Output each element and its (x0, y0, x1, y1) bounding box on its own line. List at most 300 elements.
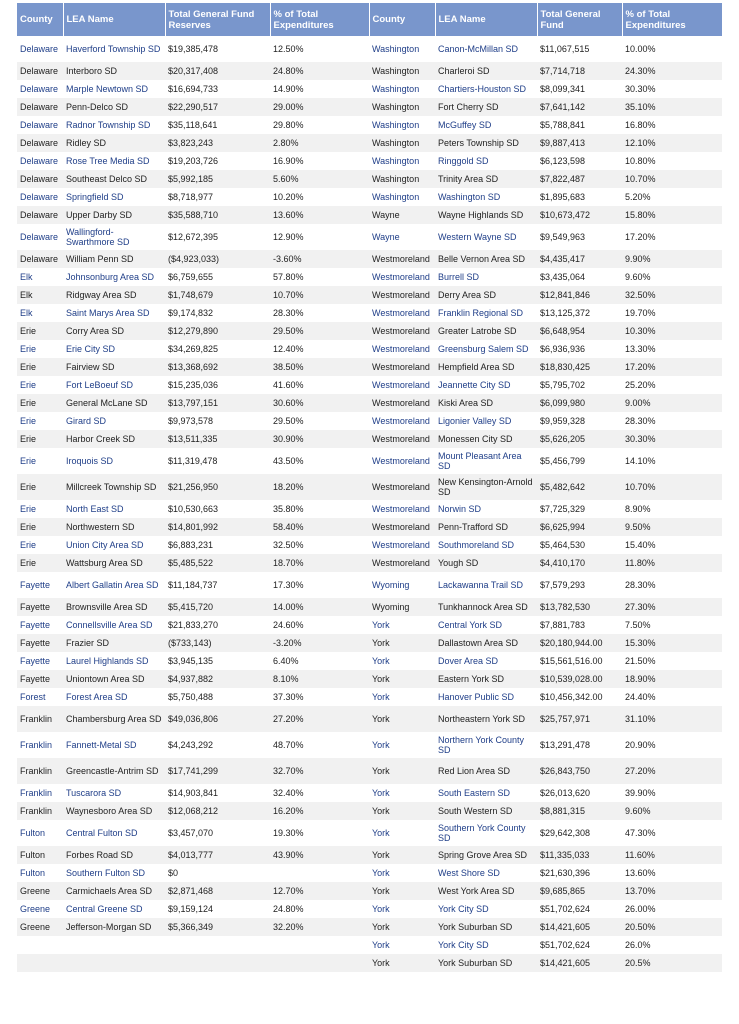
fund-cell-right: $5,456,799 (537, 448, 622, 474)
pct-cell-right: 28.30% (622, 412, 722, 430)
county-cell-left: Delaware (17, 206, 63, 224)
fund-cell-right: $3,435,064 (537, 268, 622, 286)
county-cell-left[interactable]: Franklin (17, 732, 63, 758)
lea-name-cell-left: Ridgway Area SD (63, 286, 165, 304)
lea-name-cell-left[interactable]: Albert Gallatin Area SD (63, 572, 165, 598)
fund-cell-left: $0 (165, 864, 270, 882)
fund-cell-left: $5,415,720 (165, 598, 270, 616)
fund-cell-right: $6,625,994 (537, 518, 622, 536)
lea-name-cell-left[interactable]: Forest Area SD (63, 688, 165, 706)
lea-name-cell-right[interactable]: Jeannette City SD (435, 376, 537, 394)
county-cell-right: Westmoreland (369, 554, 435, 572)
pct-cell-left: 12.70% (270, 882, 369, 900)
fund-cell-left: $13,511,335 (165, 430, 270, 448)
fund-cell-left: $20,317,408 (165, 62, 270, 80)
fund-cell-right: $13,782,530 (537, 598, 622, 616)
lea-name-cell-left[interactable]: Southern Fulton SD (63, 864, 165, 882)
pct-cell-right: 15.80% (622, 206, 722, 224)
lea-name-cell-right: Wayne Highlands SD (435, 206, 537, 224)
lea-name-cell-right: Derry Area SD (435, 286, 537, 304)
fund-cell-left: $4,243,292 (165, 732, 270, 758)
county-cell-right: Westmoreland (369, 358, 435, 376)
fund-cell-left: $5,750,488 (165, 688, 270, 706)
county-cell-left: Erie (17, 554, 63, 572)
header-pct-expenditures-left: % of Total Expenditures (270, 3, 369, 36)
lea-name-cell-left[interactable]: Radnor Township SD (63, 116, 165, 134)
lea-name-cell-right[interactable]: Dover Area SD (435, 652, 537, 670)
fund-cell-right: $13,291,478 (537, 732, 622, 758)
county-cell-right: Washington (369, 134, 435, 152)
fund-cell-right: $14,421,605 (537, 918, 622, 936)
lea-name-cell-right[interactable]: Norwin SD (435, 500, 537, 518)
table-row (17, 116, 722, 134)
county-cell-right[interactable]: Washington (369, 188, 435, 206)
pct-cell-right: 28.30% (622, 572, 722, 598)
lea-name-cell-right: Fort Cherry SD (435, 98, 537, 116)
table-row (17, 134, 722, 152)
lea-name-cell-left: William Penn SD (63, 250, 165, 268)
pct-cell-right: 19.70% (622, 304, 722, 322)
fund-cell-right: $5,626,205 (537, 430, 622, 448)
pct-cell-right: 13.60% (622, 864, 722, 882)
lea-name-cell-left[interactable]: Union City Area SD (63, 536, 165, 554)
fund-cell-left: $17,741,299 (165, 758, 270, 784)
lea-name-cell-right[interactable]: Washington SD (435, 188, 537, 206)
table-row (17, 500, 722, 518)
fund-cell-right: $20,180,944.00 (537, 634, 622, 652)
county-cell-left[interactable]: Erie (17, 500, 63, 518)
lea-name-cell-right: Trinity Area SD (435, 170, 537, 188)
county-cell-right[interactable]: Westmoreland (369, 412, 435, 430)
fund-cell-left: $2,871,468 (165, 882, 270, 900)
county-cell-right[interactable]: York (369, 936, 435, 954)
lea-name-cell-right: Monessen City SD (435, 430, 537, 448)
fund-cell-left: ($4,923,033) (165, 250, 270, 268)
table-row (17, 536, 722, 554)
pct-cell-right: 11.80% (622, 554, 722, 572)
fund-cell-right: $9,549,963 (537, 224, 622, 250)
lea-name-cell-right[interactable]: South Eastern SD (435, 784, 537, 802)
lea-name-cell-right[interactable]: Ligonier Valley SD (435, 412, 537, 430)
table-header (17, 3, 722, 36)
pct-cell-right: 21.50% (622, 652, 722, 670)
table-body (17, 36, 722, 972)
fund-cell-left: $12,672,395 (165, 224, 270, 250)
county-cell-right[interactable]: York (369, 784, 435, 802)
pct-cell-right: 27.20% (622, 758, 722, 784)
lea-name-cell-left[interactable]: Central Greene SD (63, 900, 165, 918)
county-cell-right[interactable]: York (369, 820, 435, 846)
lea-name-cell-right[interactable]: West Shore SD (435, 864, 537, 882)
county-cell-right[interactable]: Westmoreland (369, 340, 435, 358)
county-cell-left[interactable]: Delaware (17, 116, 63, 134)
lea-name-cell-right[interactable]: Franklin Regional SD (435, 304, 537, 322)
pct-cell-right: 9.60% (622, 802, 722, 820)
pct-cell-left: 30.90% (270, 430, 369, 448)
county-cell-left: Franklin (17, 706, 63, 732)
header-county-right: County (369, 3, 435, 36)
county-cell-right[interactable]: York (369, 688, 435, 706)
county-cell-left: Erie (17, 322, 63, 340)
pct-cell-left: 12.90% (270, 224, 369, 250)
fund-cell-left: $5,366,349 (165, 918, 270, 936)
fund-cell-right: $51,702,624 (537, 936, 622, 954)
fund-cell-right: $8,881,315 (537, 802, 622, 820)
table-row (17, 864, 722, 882)
fund-cell-right: $26,843,750 (537, 758, 622, 784)
county-cell-left[interactable]: Elk (17, 268, 63, 286)
county-cell-left: Elk (17, 286, 63, 304)
county-cell-left (17, 954, 63, 972)
county-cell-left[interactable]: Erie (17, 448, 63, 474)
county-cell-left[interactable]: Erie (17, 340, 63, 358)
pct-cell-left: 2.80% (270, 134, 369, 152)
table-row (17, 206, 722, 224)
pct-cell-left: 12.50% (270, 36, 369, 62)
lea-name-cell-right[interactable]: Mount Pleasant Area SD (435, 448, 537, 474)
pct-cell-left: 29.00% (270, 98, 369, 116)
pct-cell-left: 37.30% (270, 688, 369, 706)
county-cell-right: Westmoreland (369, 286, 435, 304)
fund-cell-left: $6,883,231 (165, 536, 270, 554)
county-cell-right[interactable]: Wyoming (369, 572, 435, 598)
fund-cell-right: $25,757,971 (537, 706, 622, 732)
county-cell-right[interactable]: Westmoreland (369, 448, 435, 474)
lea-name-cell-left: Jefferson-Morgan SD (63, 918, 165, 936)
table-row (17, 322, 722, 340)
fund-cell-left: $35,118,641 (165, 116, 270, 134)
pct-cell-left: 12.40% (270, 340, 369, 358)
table-row (17, 224, 722, 250)
pct-cell-right: 30.30% (622, 430, 722, 448)
lea-name-cell-right[interactable]: Hanover Public SD (435, 688, 537, 706)
fund-cell-left: $12,068,212 (165, 802, 270, 820)
lea-name-cell-left: Fairview SD (63, 358, 165, 376)
county-cell-right[interactable]: Washington (369, 116, 435, 134)
fund-cell-right: $4,410,170 (537, 554, 622, 572)
county-cell-left[interactable]: Erie (17, 376, 63, 394)
pct-cell-right: 10.70% (622, 170, 722, 188)
pct-cell-right: 7.50% (622, 616, 722, 634)
table-row (17, 936, 722, 954)
county-cell-right: Westmoreland (369, 430, 435, 448)
county-cell-right[interactable]: York (369, 652, 435, 670)
pct-cell-left: 43.50% (270, 448, 369, 474)
county-cell-right: Wayne (369, 206, 435, 224)
pct-cell-right: 30.30% (622, 80, 722, 98)
fund-cell-right: $1,895,683 (537, 188, 622, 206)
pct-cell-right: 32.50% (622, 286, 722, 304)
fund-cell-left: $14,801,992 (165, 518, 270, 536)
county-cell-right[interactable]: Washington (369, 152, 435, 170)
county-cell-left[interactable]: Delaware (17, 224, 63, 250)
county-cell-left[interactable]: Fayette (17, 572, 63, 598)
pct-cell-left: 32.50% (270, 536, 369, 554)
lea-name-cell-right[interactable]: Canon-McMillan SD (435, 36, 537, 62)
lea-name-cell-left[interactable]: Tuscarora SD (63, 784, 165, 802)
fund-cell-right: $5,464,530 (537, 536, 622, 554)
lea-name-cell-right[interactable]: McGuffey SD (435, 116, 537, 134)
county-cell-left[interactable]: Delaware (17, 36, 63, 62)
fund-cell-left: $1,748,679 (165, 286, 270, 304)
table-row (17, 900, 722, 918)
pct-cell-left: 14.00% (270, 598, 369, 616)
pct-cell-left: 13.60% (270, 206, 369, 224)
table-row (17, 250, 722, 268)
fund-cell-left (165, 954, 270, 972)
lea-name-cell-right[interactable]: Central York SD (435, 616, 537, 634)
pct-cell-right: 9.50% (622, 518, 722, 536)
lea-name-cell-left[interactable]: Springfield SD (63, 188, 165, 206)
lea-name-cell-right[interactable]: Chartiers-Houston SD (435, 80, 537, 98)
lea-name-cell-right[interactable]: York City SD (435, 900, 537, 918)
county-cell-left: Fayette (17, 598, 63, 616)
lea-name-cell-right[interactable]: Western Wayne SD (435, 224, 537, 250)
lea-name-cell-left: Interboro SD (63, 62, 165, 80)
county-cell-right: York (369, 802, 435, 820)
lea-name-cell-left: Brownsville Area SD (63, 598, 165, 616)
pct-cell-left: 48.70% (270, 732, 369, 758)
lea-name-cell-left[interactable]: Marple Newtown SD (63, 80, 165, 98)
pct-cell-right: 8.90% (622, 500, 722, 518)
county-cell-left[interactable]: Delaware (17, 188, 63, 206)
pct-cell-left: 29.50% (270, 322, 369, 340)
header-county-left: County (17, 3, 63, 36)
pct-cell-right: 10.00% (622, 36, 722, 62)
pct-cell-left: 5.60% (270, 170, 369, 188)
lea-name-cell-right[interactable]: Lackawanna Trail SD (435, 572, 537, 598)
county-cell-left: Franklin (17, 758, 63, 784)
table-row (17, 954, 722, 972)
lea-name-cell-left[interactable]: North East SD (63, 500, 165, 518)
county-cell-left: Greene (17, 882, 63, 900)
table-row (17, 758, 722, 784)
county-cell-right: York (369, 846, 435, 864)
fund-cell-left: $22,290,517 (165, 98, 270, 116)
lea-name-cell-right: Dallastown Area SD (435, 634, 537, 652)
pct-cell-left: 6.40% (270, 652, 369, 670)
lea-name-cell-right[interactable]: Ringgold SD (435, 152, 537, 170)
pct-cell-right: 9.90% (622, 250, 722, 268)
fund-cell-left: $21,833,270 (165, 616, 270, 634)
lea-name-cell-left[interactable]: Connellsville Area SD (63, 616, 165, 634)
county-cell-right[interactable]: York (369, 864, 435, 882)
county-cell-right[interactable]: York (369, 900, 435, 918)
table-row (17, 358, 722, 376)
lea-name-cell-right[interactable]: Southern York County SD (435, 820, 537, 846)
county-cell-right[interactable]: Westmoreland (369, 304, 435, 322)
county-cell-left: Franklin (17, 802, 63, 820)
lea-name-cell-left[interactable]: Iroquois SD (63, 448, 165, 474)
county-cell-left[interactable]: Fayette (17, 616, 63, 634)
table-row (17, 62, 722, 80)
pct-cell-left: 14.90% (270, 80, 369, 98)
table-row (17, 820, 722, 846)
county-cell-left[interactable]: Greene (17, 900, 63, 918)
county-cell-right[interactable]: Westmoreland (369, 376, 435, 394)
table-row (17, 918, 722, 936)
county-cell-left[interactable]: Forest (17, 688, 63, 706)
lea-name-cell-left: General McLane SD (63, 394, 165, 412)
lea-name-cell-left[interactable]: Erie City SD (63, 340, 165, 358)
lea-name-cell-right: New Kensington-Arnold SD (435, 474, 537, 500)
lea-name-cell-left[interactable]: Central Fulton SD (63, 820, 165, 846)
county-cell-right[interactable]: Westmoreland (369, 500, 435, 518)
pct-cell-left: 29.50% (270, 412, 369, 430)
county-cell-right[interactable]: Westmoreland (369, 536, 435, 554)
fund-reserves-table (17, 3, 723, 972)
lea-name-cell-left: Corry Area SD (63, 322, 165, 340)
fund-cell-right: $11,067,515 (537, 36, 622, 62)
table-row (17, 652, 722, 670)
fund-cell-right: $26,013,620 (537, 784, 622, 802)
pct-cell-left: 8.10% (270, 670, 369, 688)
county-cell-left: Erie (17, 358, 63, 376)
header-lea-name-right: LEA Name (435, 3, 537, 36)
fund-cell-right: $6,099,980 (537, 394, 622, 412)
county-cell-left: Erie (17, 518, 63, 536)
fund-cell-left: $21,256,950 (165, 474, 270, 500)
county-cell-right: Westmoreland (369, 250, 435, 268)
county-cell-right[interactable]: Wayne (369, 224, 435, 250)
pct-cell-right: 39.90% (622, 784, 722, 802)
pct-cell-left: -3.20% (270, 634, 369, 652)
lea-name-cell-left[interactable]: Haverford Township SD (63, 36, 165, 62)
pct-cell-right: 5.20% (622, 188, 722, 206)
lea-name-cell-left[interactable]: Fannett-Metal SD (63, 732, 165, 758)
pct-cell-left: 16.90% (270, 152, 369, 170)
pct-cell-left (270, 936, 369, 954)
lea-name-cell-left[interactable]: Fort LeBoeuf SD (63, 376, 165, 394)
lea-name-cell-left[interactable]: Wallingford-Swarthmore SD (63, 224, 165, 250)
header-total-general-fund: Total General Fund (537, 3, 622, 36)
county-cell-right[interactable]: Washington (369, 80, 435, 98)
lea-name-cell-right: York Suburban SD (435, 918, 537, 936)
fund-cell-left: $49,036,806 (165, 706, 270, 732)
lea-name-cell-left: Northwestern SD (63, 518, 165, 536)
county-cell-left[interactable]: Fayette (17, 652, 63, 670)
county-cell-right: York (369, 670, 435, 688)
fund-cell-right: $6,648,954 (537, 322, 622, 340)
county-cell-right: York (369, 706, 435, 732)
county-cell-right[interactable]: Washington (369, 36, 435, 62)
pct-cell-left: 18.70% (270, 554, 369, 572)
fund-cell-left: $5,485,522 (165, 554, 270, 572)
table-row (17, 802, 722, 820)
county-cell-left[interactable]: Delaware (17, 152, 63, 170)
pct-cell-right: 15.30% (622, 634, 722, 652)
fund-cell-right: $7,714,718 (537, 62, 622, 80)
pct-cell-left: 27.20% (270, 706, 369, 732)
county-cell-left[interactable]: Erie (17, 536, 63, 554)
table-row (17, 304, 722, 322)
lea-name-cell-right[interactable]: Greensburg Salem SD (435, 340, 537, 358)
table-row (17, 634, 722, 652)
county-cell-left[interactable]: Fulton (17, 864, 63, 882)
county-cell-right[interactable]: York (369, 732, 435, 758)
lea-name-cell-left[interactable]: Laurel Highlands SD (63, 652, 165, 670)
fund-cell-left: ($733,143) (165, 634, 270, 652)
lea-name-cell-left (63, 954, 165, 972)
table-row (17, 732, 722, 758)
county-cell-left[interactable]: Erie (17, 412, 63, 430)
county-cell-left: Erie (17, 430, 63, 448)
pct-cell-right: 17.20% (622, 358, 722, 376)
lea-name-cell-left[interactable]: Rose Tree Media SD (63, 152, 165, 170)
county-cell-left[interactable]: Elk (17, 304, 63, 322)
table-row (17, 448, 722, 474)
county-cell-left[interactable]: Fulton (17, 820, 63, 846)
fund-cell-right: $9,887,413 (537, 134, 622, 152)
lea-name-cell-right: Spring Grove Area SD (435, 846, 537, 864)
table-row (17, 846, 722, 864)
fund-cell-left: $15,235,036 (165, 376, 270, 394)
lea-name-cell-left: Carmichaels Area SD (63, 882, 165, 900)
county-cell-right[interactable]: York (369, 616, 435, 634)
county-cell-left: Delaware (17, 250, 63, 268)
header-pct-expenditures-right: % of Total Expenditures (622, 3, 722, 36)
lea-name-cell-right[interactable]: Southmoreland SD (435, 536, 537, 554)
pct-cell-right: 20.50% (622, 918, 722, 936)
table-row (17, 80, 722, 98)
pct-cell-right: 10.80% (622, 152, 722, 170)
fund-cell-right: $7,641,142 (537, 98, 622, 116)
county-cell-right: York (369, 918, 435, 936)
pct-cell-right: 12.10% (622, 134, 722, 152)
pct-cell-right: 27.30% (622, 598, 722, 616)
pct-cell-left (270, 954, 369, 972)
county-cell-left: Erie (17, 474, 63, 500)
table-row (17, 286, 722, 304)
lea-name-cell-right: Hempfield Area SD (435, 358, 537, 376)
lea-name-cell-left[interactable]: Girard SD (63, 412, 165, 430)
lea-name-cell-left: Waynesboro Area SD (63, 802, 165, 820)
lea-name-cell-right: Kiski Area SD (435, 394, 537, 412)
fund-cell-left (165, 936, 270, 954)
lea-name-cell-left[interactable]: Johnsonburg Area SD (63, 268, 165, 286)
lea-name-cell-right: Tunkhannock Area SD (435, 598, 537, 616)
table-row (17, 616, 722, 634)
fund-cell-right: $5,795,702 (537, 376, 622, 394)
pct-cell-left: 24.80% (270, 62, 369, 80)
county-cell-right[interactable]: Westmoreland (369, 268, 435, 286)
lea-name-cell-left[interactable]: Saint Marys Area SD (63, 304, 165, 322)
lea-name-cell-right: Eastern York SD (435, 670, 537, 688)
pct-cell-right: 47.30% (622, 820, 722, 846)
lea-name-cell-right[interactable]: York City SD (435, 936, 537, 954)
fund-cell-right: $7,579,293 (537, 572, 622, 598)
fund-cell-right: $8,099,341 (537, 80, 622, 98)
table-row (17, 518, 722, 536)
lea-name-cell-right: Northeastern York SD (435, 706, 537, 732)
lea-name-cell-right[interactable]: Burrell SD (435, 268, 537, 286)
county-cell-left: Greene (17, 918, 63, 936)
pct-cell-left (270, 864, 369, 882)
county-cell-left[interactable]: Franklin (17, 784, 63, 802)
lea-name-cell-right[interactable]: Northern York County SD (435, 732, 537, 758)
fund-cell-left: $9,973,578 (165, 412, 270, 430)
fund-cell-right: $6,936,936 (537, 340, 622, 358)
fund-cell-left: $5,992,185 (165, 170, 270, 188)
pct-cell-left: 43.90% (270, 846, 369, 864)
pct-cell-left: 32.40% (270, 784, 369, 802)
table-row (17, 340, 722, 358)
fund-cell-left: $19,203,726 (165, 152, 270, 170)
county-cell-left[interactable]: Delaware (17, 80, 63, 98)
pct-cell-right: 26.00% (622, 900, 722, 918)
table-row (17, 412, 722, 430)
table-row (17, 706, 722, 732)
